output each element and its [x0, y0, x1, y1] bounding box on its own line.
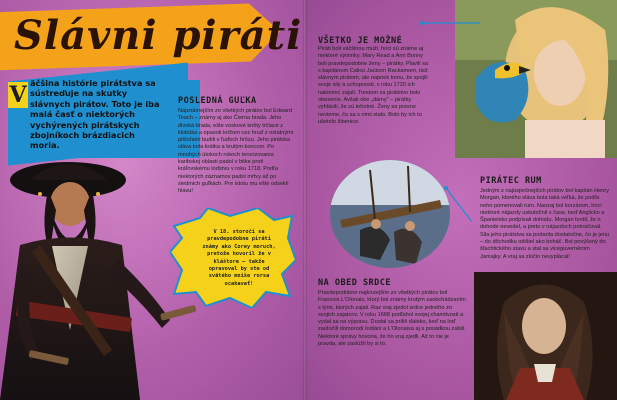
- page-gutter: [303, 0, 307, 400]
- connector-line-rum: [444, 186, 474, 226]
- photo-portrait-morgan: [474, 272, 617, 400]
- section-body-rum: Jedným z najúspešnejších pirátov bol kapitán Henry Morgan, ktorého sláva bola taká veľká, že podľa neho pomenovali rum. Naozaj bol korzárom, hoci niektoré nájazdy uskutočnil v čase, keď Anglicko a Španielsko podpísali dohodu. Morgan tvrdil, že o dohode nevedel, a preto v nájazdoch pokračoval. Sila jeho pirátstva sa podarila dostatočne, čo je jenu – do dôchodku odišiel ako boháč. Bol povýšený do šľachtického stavu a stal sa viceguvernérom Jamajky. A vraj sa zločin nevyplácal!: [480, 188, 610, 260]
- callout-text: V 18. storočí sa pravdepodobne piráti známy ako Corey moruch, pretože hovoril že v kláštore – takže opravoval by ste od svätého mníše rorsa ocakavať!: [202, 229, 276, 287]
- section-body-beard: Najznámejším zo všetkých pirátov bol Edward Teach – známy aj ako Čierna brada. Jeho divoká brada, ešte voskové knôty trčiace z klobúka a opasok krížom cez hruď z ostatnými pištoľami budili v ľuďoch hrôzu. Jeho pirátska sláva bola krátka a krutým koncom. Po mnohých útokoch rokoch terorizovania karibskej oblasti padol v bitke proti kráľovskému loďstvu v roku 1718. Podľa niektorých záznamov padol mŕtvy až po siedmich guľkách. Pre istotu mu ešte odsekli hlavu!: [178, 108, 294, 195]
- page-title: Slávni piráti: [14, 12, 303, 59]
- intro-drop-cap: V: [9, 82, 27, 108]
- section-heading-rum: PIRÁTEC RUM: [480, 176, 542, 186]
- intro-text: äčšina histórie pirátstva sa sústreďuje na skutky slávnych pirátov. Toto je iba malá časť o niektorých vychýrených pirátskych zbojníkoch brázdiacich moria.: [30, 78, 160, 151]
- section-body-women: Piráti boli väčšinou muži, hoci sú známe aj niektoré výnimky. Mary Read a Ann Bonny boli pravdepodobne ženy – pirátky. Plavili sa s kapitánom Calico Jackom Rackamom, tiež slávnym pirátom, ale napriek tomu, že spojili svoje sily a schopnosti, v roku 1720 ich nakoniec zajali. Trestom za pirátstvo bolo obesenie. Avšak obe „dámy" – pirátky vyhlásili, že sú tehotné. Ženy sa presne nevieme, čo sa s nimi stalo. Bolo by ich to ušetrilo šibenice.: [318, 46, 428, 125]
- section-heading-heart: NA OBED SRDCE: [318, 278, 392, 288]
- section-heading-beard: POSLEDNÁ GUĽKA: [178, 96, 257, 106]
- connector-line-women: [420, 18, 480, 28]
- photo-ship-battle: [330, 160, 450, 268]
- section-heading-women: VŠETKO JE MOŽNÉ: [318, 36, 403, 46]
- section-body-heart: Pravdepodobne najkrutejším zo všetkých pirátov bol Francois L'Olonais, ktorý bol známy krutým zaobchádzaním s tými, ktorých zajali. Raz vraj zjedol srdce jedného zo svojich zajatcov. V roku 1668 podľahol svojej chamtivosti a vydal sa na výpravu. Dostal sa príliš ďaleko, keď na loď zaútočili domorodí Indiáni a L'Olonaisa aj s posádkou zabili. Niektoré správy hovoria, že ho vraj zjedli. Až to nie je pravda, ale zaslúžil by si to.: [318, 290, 466, 348]
